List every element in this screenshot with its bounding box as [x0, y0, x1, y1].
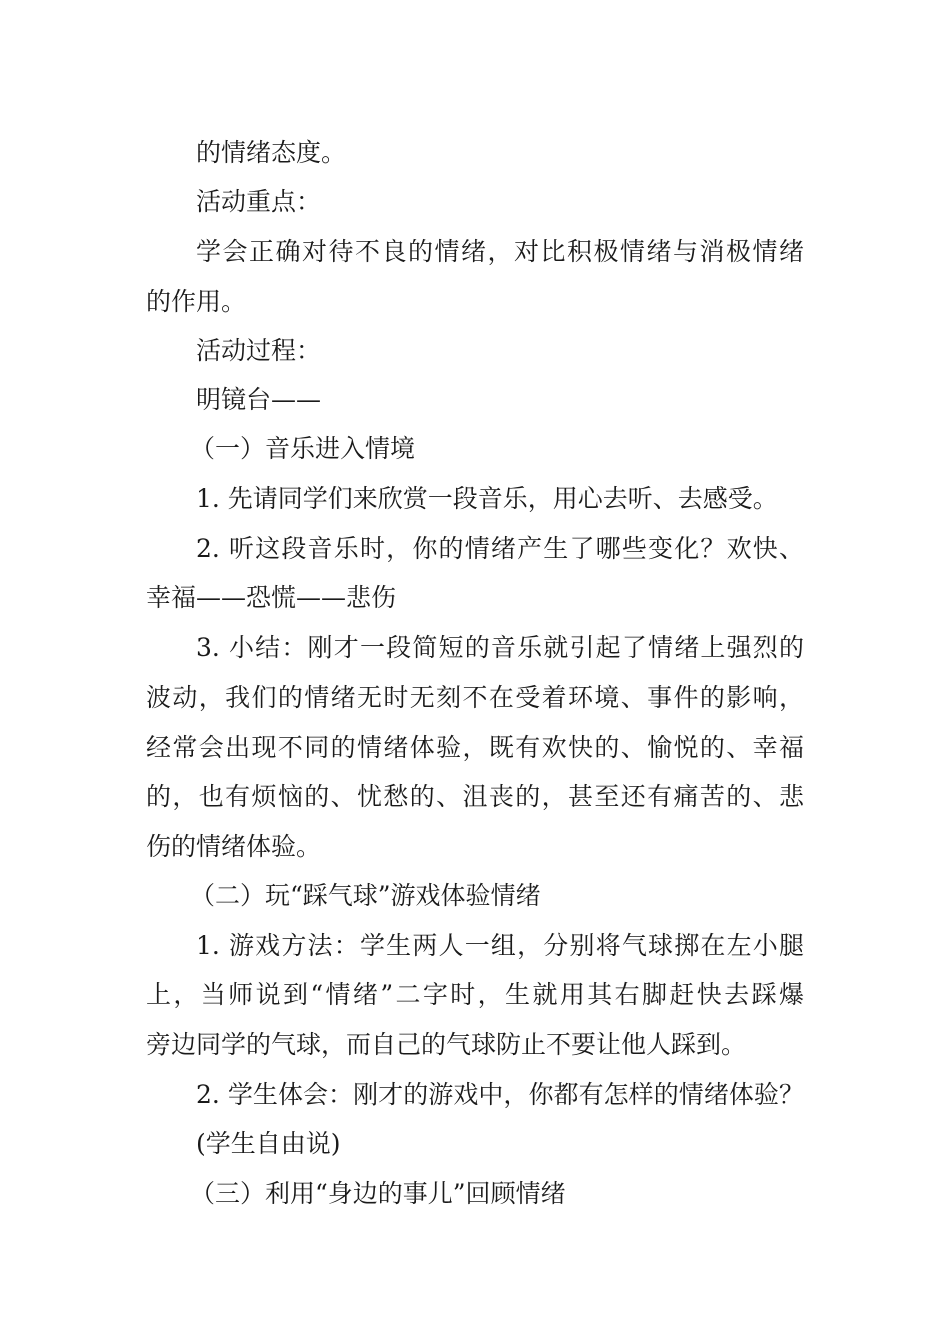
- text-line: 1. 先请同学们来欣赏一段音乐，用心去听、去感受。: [196, 484, 778, 513]
- text-line: 伤的情绪体验。: [146, 832, 322, 861]
- text-line: 旁边同学的气球，而自己的气球防止不要让他人踩到。: [146, 1030, 747, 1059]
- text-line: 上，当师说到“情绪”二字时，生就用其右脚赶快去踩爆: [146, 980, 804, 1009]
- text-line: 的情绪态度。: [196, 138, 347, 167]
- text-line: 3. 小结：刚才一段简短的音乐就引起了情绪上强烈的: [196, 633, 804, 662]
- text-line: 活动重点：: [196, 187, 322, 216]
- text-line: 经常会出现不同的情绪体验，既有欢快的、愉悦的、幸福: [146, 733, 804, 762]
- text-line: 活动过程：: [196, 336, 322, 365]
- section-heading: （二）玩“踩气球”游戏体验情绪: [190, 881, 541, 910]
- text-line: 的作用。: [146, 287, 247, 316]
- text-line: 波动，我们的情绪无时无刻不在受着环境、事件的影响，: [146, 683, 804, 712]
- text-line: 明镜台——: [196, 385, 322, 414]
- text-line: 1. 游戏方法：学生两人一组，分别将气球掷在左小腿: [196, 931, 804, 960]
- text-line: 2. 学生体会：刚才的游戏中，你都有怎样的情绪体验？: [196, 1080, 804, 1109]
- section-heading: （一）音乐进入情境: [190, 434, 416, 463]
- text-line: 学会正确对待不良的情绪，对比积极情绪与消极情绪: [196, 237, 804, 266]
- text-line: 的，也有烦恼的、忧愁的、沮丧的，甚至还有痛苦的、悲: [146, 782, 804, 811]
- text-line: 幸福——恐慌——悲伤: [146, 583, 397, 612]
- text-line: (学生自由说): [196, 1129, 341, 1158]
- section-heading: （三）利用“身边的事儿”回顾情绪: [190, 1179, 566, 1208]
- text-line: 2. 听这段音乐时，你的情绪产生了哪些变化？欢快、: [196, 534, 804, 563]
